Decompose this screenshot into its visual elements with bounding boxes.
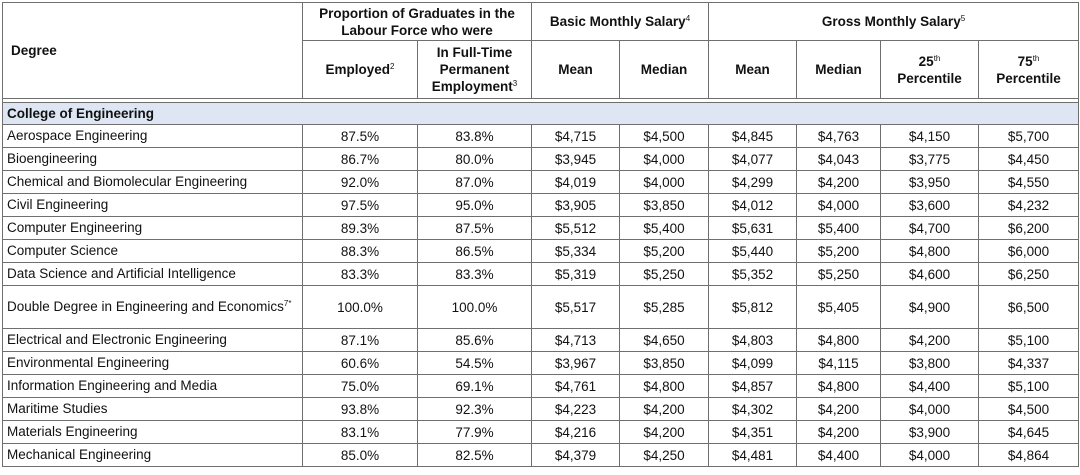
- p75-cell: $6,250: [979, 263, 1079, 286]
- p25-cell: $4,400: [881, 375, 979, 398]
- p75-cell: $5,100: [979, 375, 1079, 398]
- employed-cell: 92.0%: [303, 171, 418, 194]
- p75-cell: $6,500: [979, 286, 1079, 329]
- employed-cell: 75.0%: [303, 375, 418, 398]
- employed-cell: 87.1%: [303, 329, 418, 352]
- p25-cell: $4,000: [881, 444, 979, 467]
- p25-cell: $3,775: [881, 148, 979, 171]
- p25-cell: $3,600: [881, 194, 979, 217]
- gross-mean-cell: $4,299: [709, 171, 797, 194]
- degree-cell: Data Science and Artificial Intelligence: [3, 263, 303, 286]
- degree-cell: Information Engineering and Media: [3, 375, 303, 398]
- basic-median-cell: $5,400: [620, 217, 709, 240]
- degree-cell: Maritime Studies: [3, 398, 303, 421]
- table-row: [3, 148, 1079, 171]
- gross-median-cell: $4,043: [797, 148, 881, 171]
- gross-mean-cell: $5,352: [709, 263, 797, 286]
- gross-median-cell: $5,250: [797, 263, 881, 286]
- basic-mean-cell: $5,512: [532, 217, 620, 240]
- basic-median-cell: $4,650: [620, 329, 709, 352]
- employed-cell: 89.3%: [303, 217, 418, 240]
- p75-cell: $4,337: [979, 352, 1079, 375]
- employed-cell: 87.5%: [303, 125, 418, 148]
- header-basic-mean: Mean: [532, 41, 620, 99]
- basic-mean-cell: $5,319: [532, 263, 620, 286]
- gross-mean-cell: $4,012: [709, 194, 797, 217]
- basic-median-cell: $5,200: [620, 240, 709, 263]
- basic-mean-cell: $4,223: [532, 398, 620, 421]
- p25-cell: $3,950: [881, 171, 979, 194]
- degree-cell: Computer Science: [3, 240, 303, 263]
- degree-cell: Chemical and Biomolecular Engineering: [3, 171, 303, 194]
- degree-cell: Aerospace Engineering: [3, 125, 303, 148]
- basic-mean-cell: $5,334: [532, 240, 620, 263]
- fulltime-cell: 85.6%: [418, 329, 532, 352]
- p75-cell: $6,000: [979, 240, 1079, 263]
- degree-cell: Civil Engineering: [3, 194, 303, 217]
- fulltime-cell: 54.5%: [418, 352, 532, 375]
- gross-mean-cell: $4,302: [709, 398, 797, 421]
- gross-median-cell: $5,405: [797, 286, 881, 329]
- basic-median-cell: $4,200: [620, 421, 709, 444]
- table-row: [3, 240, 1079, 263]
- gross-mean-cell: $4,099: [709, 352, 797, 375]
- p25-cell: $4,000: [881, 398, 979, 421]
- header-proportion: Proportion of Graduates in the Labour Force who were: [303, 3, 532, 41]
- header-gross-median: Median: [797, 41, 881, 99]
- employed-cell: 83.1%: [303, 421, 418, 444]
- basic-median-cell: $4,000: [620, 171, 709, 194]
- employed-cell: 88.3%: [303, 240, 418, 263]
- basic-mean-cell: $4,216: [532, 421, 620, 444]
- fulltime-cell: 77.9%: [418, 421, 532, 444]
- employed-cell: 97.5%: [303, 194, 418, 217]
- table-row: [3, 398, 1079, 421]
- basic-mean-cell: $4,379: [532, 444, 620, 467]
- table-row: [3, 286, 1079, 329]
- basic-median-cell: $3,850: [620, 352, 709, 375]
- basic-median-cell: $4,500: [620, 125, 709, 148]
- gross-median-cell: $4,400: [797, 444, 881, 467]
- fulltime-cell: 87.5%: [418, 217, 532, 240]
- basic-median-cell: $4,000: [620, 148, 709, 171]
- employed-cell: 85.0%: [303, 444, 418, 467]
- p75-cell: $6,200: [979, 217, 1079, 240]
- p25-cell: $4,900: [881, 286, 979, 329]
- basic-median-cell: $4,250: [620, 444, 709, 467]
- fulltime-cell: 87.0%: [418, 171, 532, 194]
- degree-cell: Electrical and Electronic Engineering: [3, 329, 303, 352]
- table-row: [3, 444, 1079, 467]
- gross-median-cell: $5,400: [797, 217, 881, 240]
- table-row: [3, 194, 1079, 217]
- p75-cell: $5,100: [979, 329, 1079, 352]
- table-row: [3, 421, 1079, 444]
- fulltime-cell: 83.8%: [418, 125, 532, 148]
- p25-cell: $4,600: [881, 263, 979, 286]
- employed-cell: 83.3%: [303, 263, 418, 286]
- gross-median-cell: $4,200: [797, 398, 881, 421]
- p75-cell: $4,450: [979, 148, 1079, 171]
- gross-median-cell: $4,800: [797, 375, 881, 398]
- basic-mean-cell: $4,761: [532, 375, 620, 398]
- gross-mean-cell: $5,631: [709, 217, 797, 240]
- p25-cell: $4,800: [881, 240, 979, 263]
- p75-cell: $5,700: [979, 125, 1079, 148]
- basic-median-cell: $5,285: [620, 286, 709, 329]
- employed-cell: 93.8%: [303, 398, 418, 421]
- basic-mean-cell: $4,019: [532, 171, 620, 194]
- p25-cell: $3,900: [881, 421, 979, 444]
- p75-cell: $4,232: [979, 194, 1079, 217]
- basic-median-cell: $5,250: [620, 263, 709, 286]
- employed-cell: 60.6%: [303, 352, 418, 375]
- fulltime-cell: 83.3%: [418, 263, 532, 286]
- gross-mean-cell: $4,481: [709, 444, 797, 467]
- gross-mean-cell: $4,351: [709, 421, 797, 444]
- employed-cell: 86.7%: [303, 148, 418, 171]
- p75-cell: $4,864: [979, 444, 1079, 467]
- gross-mean-cell: $4,077: [709, 148, 797, 171]
- table-row: [3, 375, 1079, 398]
- header-degree: Degree: [3, 3, 303, 99]
- p25-cell: $4,700: [881, 217, 979, 240]
- fulltime-cell: 82.5%: [418, 444, 532, 467]
- gross-median-cell: $4,200: [797, 171, 881, 194]
- degree-cell: Double Degree in Engineering and Economics$^{7*}$: [3, 286, 303, 329]
- basic-median-cell: $4,200: [620, 398, 709, 421]
- fulltime-cell: 86.5%: [418, 240, 532, 263]
- degree-cell: Bioengineering: [3, 148, 303, 171]
- gross-median-cell: $4,000: [797, 194, 881, 217]
- gross-mean-cell: $5,440: [709, 240, 797, 263]
- degree-cell: Environmental Engineering: [3, 352, 303, 375]
- degree-cell: Computer Engineering: [3, 217, 303, 240]
- header-p25: 25th Percentile: [881, 41, 979, 99]
- gross-median-cell: $4,763: [797, 125, 881, 148]
- table-row: [3, 329, 1079, 352]
- header-employed: Employed$^2$: [303, 41, 418, 99]
- p25-cell: $4,200: [881, 329, 979, 352]
- basic-mean-cell: $3,967: [532, 352, 620, 375]
- section-title: College of Engineering: [3, 103, 1079, 125]
- fulltime-cell: 80.0%: [418, 148, 532, 171]
- fulltime-cell: 100.0%: [418, 286, 532, 329]
- basic-median-cell: $4,800: [620, 375, 709, 398]
- basic-mean-cell: $3,905: [532, 194, 620, 217]
- degree-cell: Materials Engineering: [3, 421, 303, 444]
- basic-mean-cell: $5,517: [532, 286, 620, 329]
- gross-median-cell: $4,800: [797, 329, 881, 352]
- gross-median-cell: $5,200: [797, 240, 881, 263]
- basic-mean-cell: $4,713: [532, 329, 620, 352]
- gross-mean-cell: $4,803: [709, 329, 797, 352]
- header-gross-mean: Mean: [709, 41, 797, 99]
- p75-cell: $4,500: [979, 398, 1079, 421]
- header-basic-median: Median: [620, 41, 709, 99]
- basic-mean-cell: $3,945: [532, 148, 620, 171]
- gross-mean-cell: $4,845: [709, 125, 797, 148]
- gross-mean-cell: $5,812: [709, 286, 797, 329]
- p75-cell: $4,645: [979, 421, 1079, 444]
- fulltime-cell: 95.0%: [418, 194, 532, 217]
- degree-cell: Mechanical Engineering: [3, 444, 303, 467]
- header-fulltime: In Full-Time Permanent Employment$^3$: [418, 41, 532, 99]
- table-row: [3, 125, 1079, 148]
- table-row: [3, 217, 1079, 240]
- p25-cell: $4,150: [881, 125, 979, 148]
- table-row: [3, 352, 1079, 375]
- header-gross-salary: Gross Monthly Salary$^5$: [709, 3, 1079, 41]
- fulltime-cell: 92.3%: [418, 398, 532, 421]
- fulltime-cell: 69.1%: [418, 375, 532, 398]
- gross-median-cell: $4,200: [797, 421, 881, 444]
- basic-mean-cell: $4,715: [532, 125, 620, 148]
- basic-median-cell: $3,850: [620, 194, 709, 217]
- table-row: [3, 263, 1079, 286]
- p25-cell: $3,800: [881, 352, 979, 375]
- employed-cell: 100.0%: [303, 286, 418, 329]
- gross-mean-cell: $4,857: [709, 375, 797, 398]
- gross-median-cell: $4,115: [797, 352, 881, 375]
- header-basic-salary: Basic Monthly Salary$^4$: [532, 3, 709, 41]
- salary-table: [2, 2, 1079, 467]
- p75-cell: $4,550: [979, 171, 1079, 194]
- header-p75: 75th Percentile: [979, 41, 1079, 99]
- table-row: [3, 171, 1079, 194]
